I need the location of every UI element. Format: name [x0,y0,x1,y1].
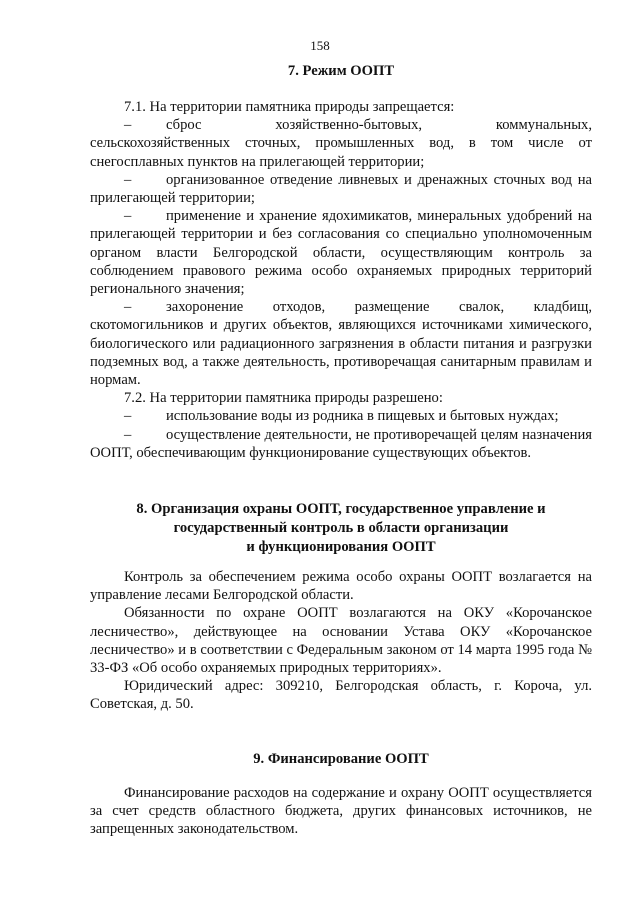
dash-marker: – [124,171,132,188]
list-item [90,426,592,462]
section-9-title: 9. Финансирование ООПТ [253,751,429,767]
section-8-title-line-2: государственный контроль в области организации [173,520,509,536]
paragraph: Финансирование расходов на содержание и охрану ООПТ осуществляется за счет средств областного бюджета, других финансовых источников, не запрещенных законодательством. [90,785,592,838]
dash-marker: – [124,208,132,225]
list-item [90,207,592,298]
page-number: 158 [310,38,330,53]
dash-marker: – [124,117,132,134]
list-item [90,407,592,425]
section-9-body [90,784,592,839]
paragraph: Юридический адрес: 309210, Белгородская область, г. Короча, ул. Советская, д. 50. [90,678,592,713]
dash-marker: – [124,299,132,316]
list-item-text: организованное отведение ливневых и дренажных сточных вод на прилегающей территории; [90,171,592,207]
dash-marker: – [124,426,132,443]
list-item [90,116,592,171]
paragraph: Контроль за обеспечением режима особо охраны ООПТ возлагается на управление лесами Белгородской области. [90,569,592,604]
section-7-1-intro: 7.1. На территории памятника природы запрещается: [124,99,455,115]
section-8-body [90,568,592,714]
list-item [90,298,592,389]
paragraph: Обязанности по охране ООПТ возлагаются на ОКУ «Корочанское лесничество», действующее на основании Устава ОКУ «Корочанское лесничество» и в соответствии с Федеральным законом от 14 марта 1995 года № 33-ФЗ «Об особо охраняемых природных территориях». [90,605,592,677]
section-8-title-line-3: и функционирования ООПТ [246,539,436,555]
section-8-title [90,500,592,557]
list-item-text: сброс хозяйственно-бытовых, коммунальных, сельскохозяйственных сточных, промышленных вод, в том числе от снегосплавных пунктов на прилегающей территории; [90,117,592,170]
section-7-body [90,98,592,462]
list-item-text: осуществление деятельности, не противоречащей целям назначения ООПТ, обеспечивающим функционирование существующих объектов. [90,426,592,461]
section-8-title-line-1: 8. Организация охраны ООПТ, государственное управление и [136,501,546,517]
list-item-text: захоронение отходов, размещение свалок, кладбищ, скотомогильников и других объектов, являющихся источниками химического, биологического или радиационного загрязнения в области питания и разгрузки подземных вод, а также деятельность, противоречащая санитарным правилам и нормам. [90,299,592,389]
list-item-text: применение и хранение ядохимикатов, минеральных удобрений на прилегающей территории и без согласования со специально уполномоченным органом власти Белгородской области, осуществляющим контроль за соблюдением правового режима особо охраняемых природных территорий регионального значения; [90,208,592,298]
list-item [90,171,592,207]
section-7-2-intro: 7.2. На территории памятника природы разрешено: [124,390,443,407]
dash-marker: – [124,408,132,425]
list-item-text: использование воды из родника в пищевых и бытовых нуждах; [166,408,559,425]
section-7-title: 7. Режим ООПТ [287,63,395,79]
